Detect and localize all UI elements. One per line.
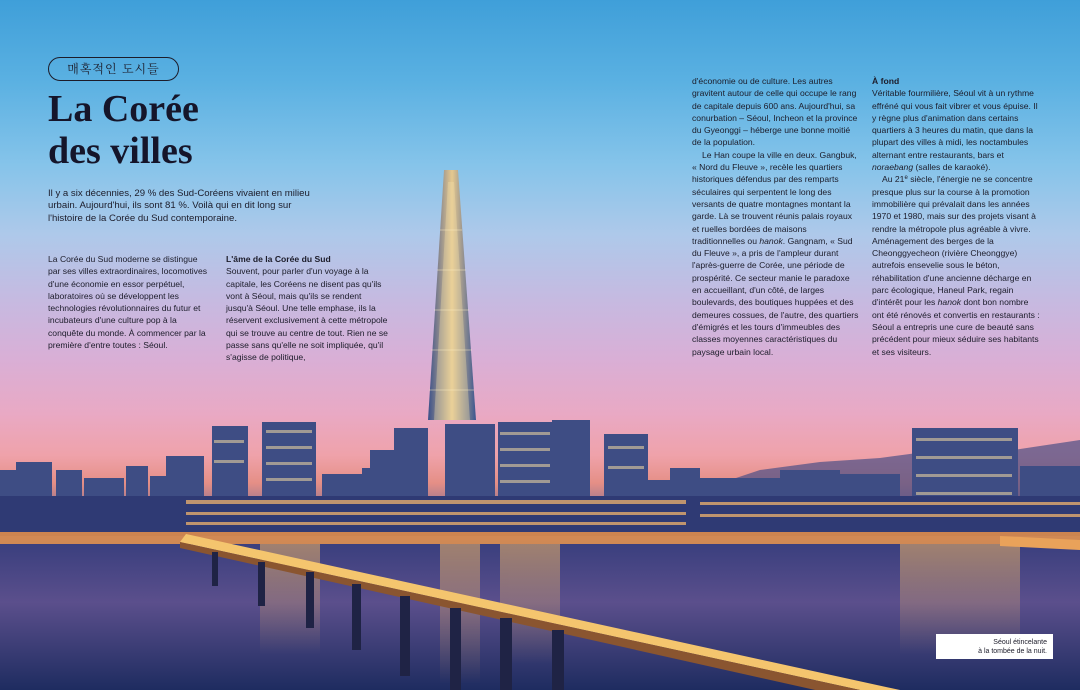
section-kicker: 매혹적인 도시들 [48,57,179,81]
text-column-3 [692,75,860,358]
col4-paragraph-1: Véritable fourmilière, Séoul vit à un rythme effréné qui vous fait vibrer et vous épuise. Il y règne plus d'animation dans certains quartiers à 3 heures du matin, que dans la plupart des villes à midi, les noctambules alternant entre restaurants, bars et noraebang (salles de karaoké). [872,88,1038,173]
caption-line-1: Séoul étincelante [993,639,1047,646]
col1-paragraph: La Corée du Sud moderne se distingue par ses villes extraordinaires, locomotives d'une économie en essor perpétuel, laboratoires où se développent les technologies révolutionnaires du futur et incubateurs d'une culture pop à la conquête du monde. À commencer par la première d'entre toutes : Séoul. [48,254,208,351]
caption-line-2: à la tombée de la nuit. [978,648,1047,655]
page-title [48,88,199,172]
title-line-1: La Corée [48,88,199,130]
col3-paragraph-1: d'économie ou de culture. Les autres gravitent autour de celle qui occupe le rang de capitale depuis 600 ans. Aujourd'hui, sa conurbation – Séoul, Incheon et la province du Gyeonggi – héberge une bonne moitié de la population. [692,76,858,148]
text-column-1 [48,253,208,351]
text-column-4 [872,75,1040,358]
col4-heading: À fond [872,76,900,86]
title-line-2: des villes [48,130,193,172]
photo-caption [936,634,1053,659]
col2-paragraph: Souvent, pour parler d'un voyage à la capitale, les Coréens ne disent pas qu'ils vont à Séoul, mais qu'ils se rendent jusqu'à Séoul. Une telle emphase, ils la réservent exclusivement à cette métropole qui se trouve au centre de tout. Rien ne se passe sans qu'elle ne soit impliquée, qu'il s'agisse de politique, [226,266,388,363]
lead-paragraph: Il y a six décennies, 29 % des Sud-Coréens vivaient en milieu urbain. Aujourd'hui, ils sont 81 %. Voilà qui en dit long sur l'histoire de la Corée du Sud contemporaine. [48,188,310,224]
col4-paragraph-2: Au 21e siècle, l'énergie ne se concentre presque plus sur la course à la promotion immobilière qui prévalait dans les années 1970 et 1980, mais sur des projets visant à rendre la métropole plus agréable à vivre. Aménagement des berges de la Cheonggyecheon (rivière Cheonggye) autrefois ensevelie sous le béton, réhabilitation d'une ancienne décharge en parc écologique, Haneul Park, regain d'intérêt pour les hanok dont bon nombre ont été rénovés et convertis en restaurants : Séoul a entrepris une cure de beauté sans précédent pour mieux séduire ses habitants et ses visiteurs. [872,174,1040,357]
text-column-2 [226,253,390,364]
col3-paragraph-2: Le Han coupe la ville en deux. Gangbuk, « Nord du Fleuve », recèle les quartiers historiques défendus par des remparts séculaires qui serpentent le long des versants de quatre montagnes montant la garde. Là se trouvent réunis palais royaux et ruelles bordées de maisons traditionnelles ou hanok. Gangnam, « Sud du Fleuve », a pris de l'ampleur durant l'après-guerre de Corée, une période de prospérité. Ce secteur manie le paradoxe en accueillant, d'un côté, de larges boulevards, des boutiques huppées et des demeures cossues, de l'autre, des quartiers d'émigrés et les tours d'immeubles des classes moyennes caractéristiques du paysage urbain local. [692,149,859,357]
col2-heading: L'âme de la Corée du Sud [226,254,331,264]
